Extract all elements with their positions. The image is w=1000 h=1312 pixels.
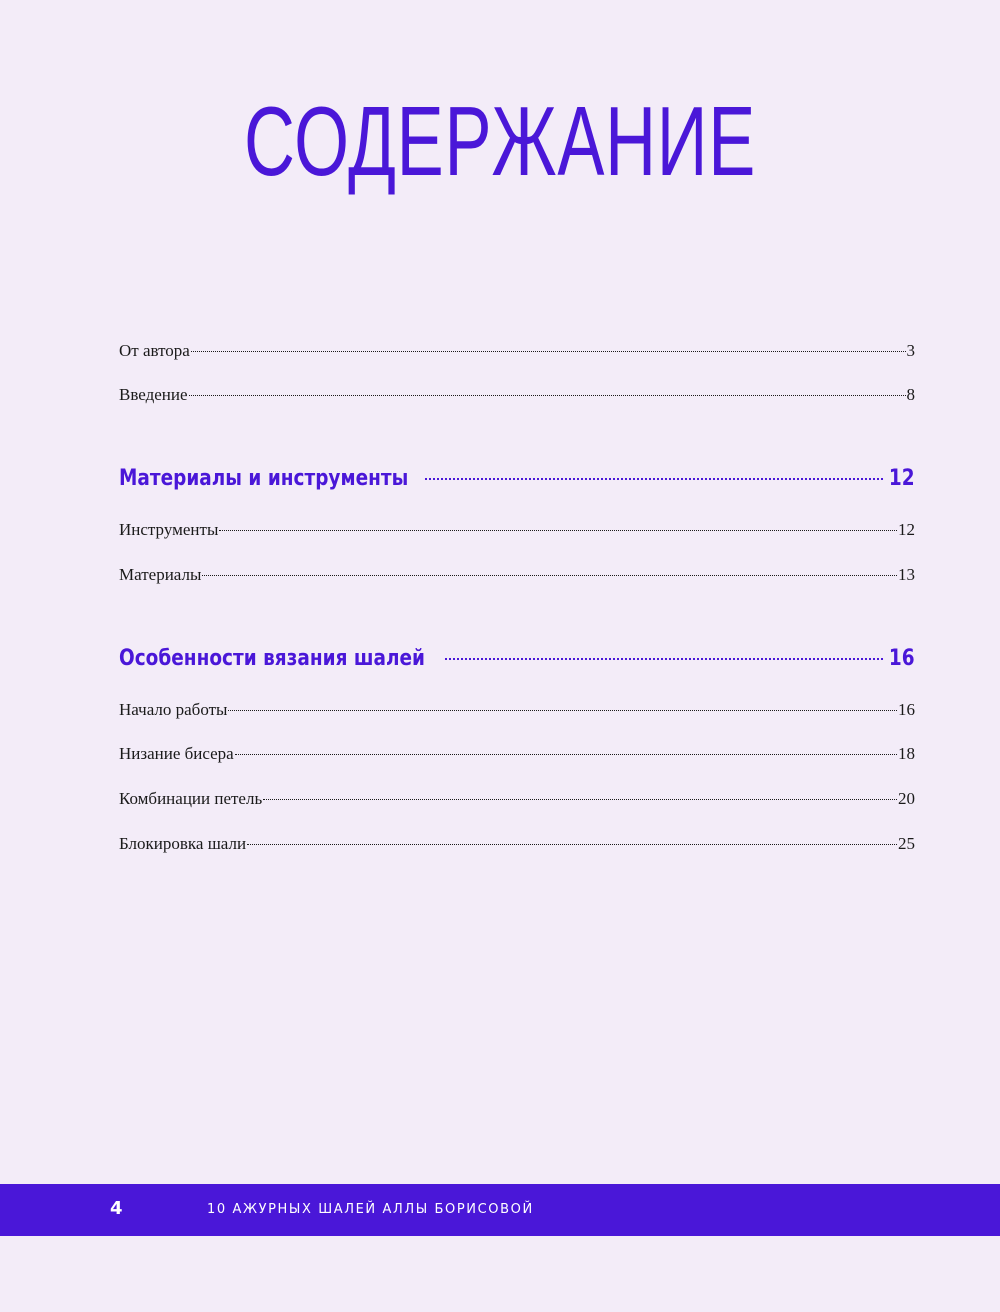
footer-book-title: 10 АЖУРНЫХ ШАЛЕЙ АЛЛЫ БОРИСОВОЙ <box>207 1202 534 1217</box>
toc-entry-label: Начало работы <box>119 700 228 719</box>
toc-entry-page-number: 18 <box>898 744 915 763</box>
toc-entry-label: Комбинации петель <box>119 789 263 808</box>
toc-entry-materials[interactable] <box>119 565 915 587</box>
toc-entry-stitch-combinations[interactable] <box>119 789 915 811</box>
toc-entry-label: От автора <box>119 341 190 360</box>
toc-section-page-number: 12 <box>889 466 915 491</box>
page-title: СОДЕРЖАНИЕ <box>243 86 757 196</box>
toc-entry-introduction[interactable] <box>119 385 915 407</box>
toc-entry-page-number: 12 <box>898 520 915 539</box>
toc-entry-label: Материалы <box>119 565 202 584</box>
dot-leader <box>425 478 883 480</box>
toc-section-page-number: 16 <box>889 646 915 671</box>
toc-entry-label: Введение <box>119 385 188 404</box>
toc-entry-label: Блокировка шали <box>119 834 247 853</box>
toc-entry-page-number: 3 <box>906 341 915 360</box>
toc-section-materials-and-tools[interactable] <box>119 466 915 496</box>
toc-entry-label: Низание бисера <box>119 744 234 763</box>
toc-section-label: Материалы и инструменты <box>119 466 409 491</box>
toc-entry-shawl-blocking[interactable] <box>119 834 915 856</box>
toc-entry-page-number: 20 <box>898 789 915 808</box>
dot-leader <box>191 351 906 352</box>
toc-entry-label: Инструменты <box>119 520 219 539</box>
toc-entry-page-number: 16 <box>898 700 915 719</box>
toc-entry-page-number: 13 <box>898 565 915 584</box>
toc-entry-getting-started[interactable] <box>119 700 915 722</box>
dot-leader <box>202 575 897 576</box>
dot-leader <box>263 799 897 800</box>
toc-section-shawl-knitting-features[interactable] <box>119 646 915 676</box>
dot-leader <box>189 395 906 396</box>
toc-entry-bead-stringing[interactable] <box>119 744 915 766</box>
dot-leader <box>235 754 897 755</box>
dot-leader <box>445 658 883 660</box>
toc-entry-tools[interactable] <box>119 520 915 542</box>
toc-entry-from-author[interactable] <box>119 341 915 363</box>
footer-bar <box>0 1184 1000 1236</box>
dot-leader <box>219 530 897 531</box>
footer-page-number: 4 <box>110 1198 123 1219</box>
toc-entry-page-number: 25 <box>898 834 915 853</box>
toc-entry-page-number: 8 <box>906 385 915 404</box>
toc-section-label: Особенности вязания шалей <box>119 646 425 671</box>
dot-leader <box>247 844 897 845</box>
dot-leader <box>228 710 897 711</box>
